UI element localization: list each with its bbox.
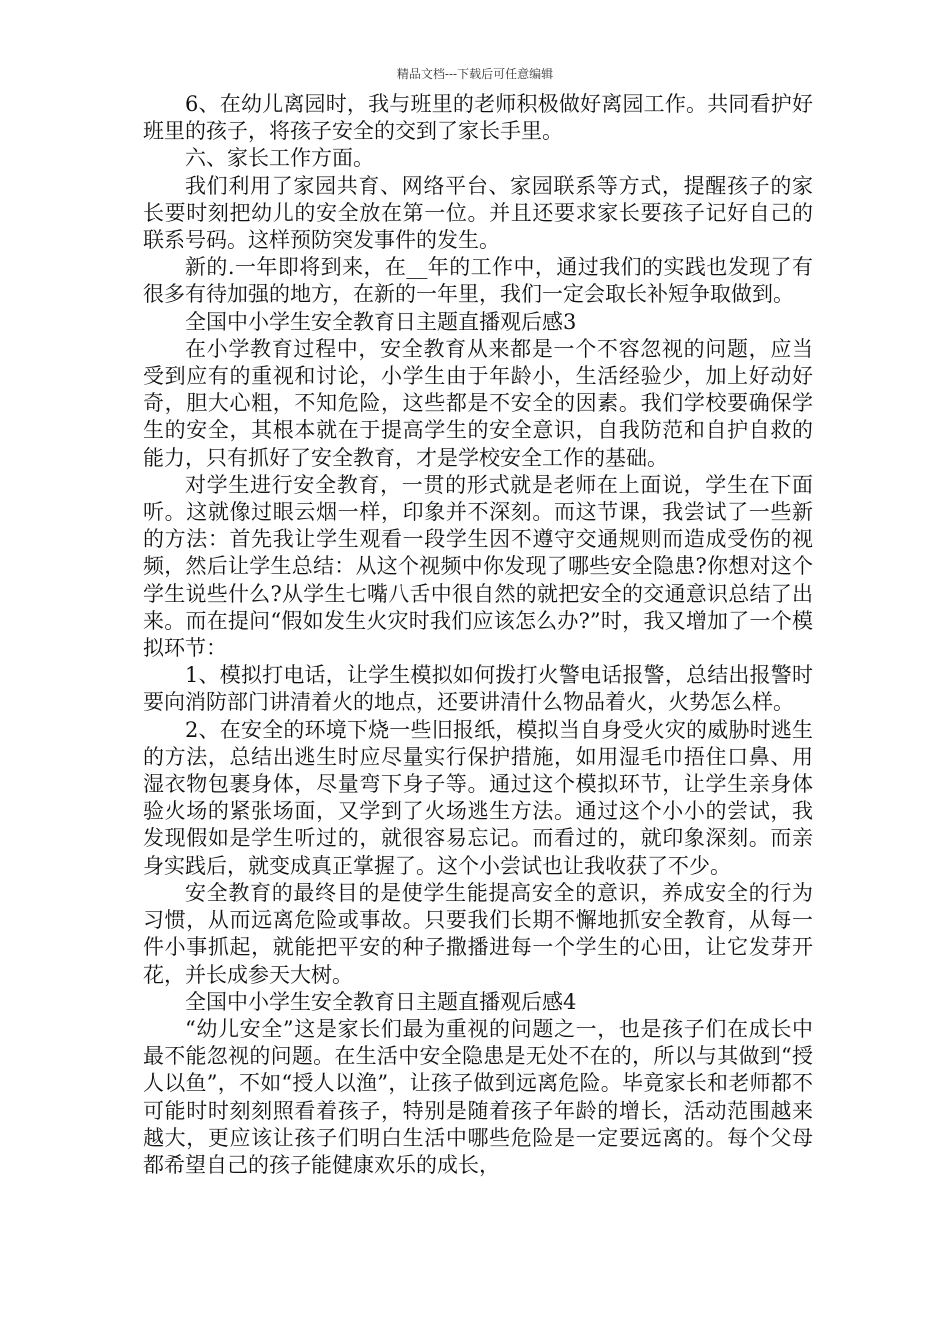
paragraph: 我们利用了家园共育、网络平台、家园联系等方式，提醒孩子的家长要时刻把幼儿的安全放在第一位。并且还要求家长要孩子记好自己的联系号码。这样预防突发事件的发生。 [143, 173, 813, 253]
paragraph: 1、模拟打电话，让学生模拟如何拨打火警电话报警，总结出报警时要向消防部门讲清着火的地点，还要讲清什么物品着火，火势怎么样。 [143, 663, 813, 715]
paragraph: 安全教育的最终目的是使学生能提高安全的意识，养成安全的行为习惯，从而远离危险或事故。只要我们长期不懈地抓安全教育，从每一件小事抓起，就能把平安的种子撒播进每一个学生的心田，让它发芽开花，并长成参天大树。 [143, 880, 813, 987]
page-header: 精品文档---下载后可任意编辑 [396, 67, 554, 81]
paragraph: “幼儿安全”这是家长们最为重视的问题之一，也是孩子们在成长中最不能忽视的问题。在生活中安全隐患是无处不在的，所以与其做到“授人以鱼”，不如“授人以渔”，让孩子做到远离危险。毕竟家长和老师都不可能时时刻刻照看着孩子，特别是随着孩子年龄的增长，活动范围越来越大，更应该让孩子们明白生活中哪些危险是一定要远离的。每个父母都希望自己的孩子能健康欢乐的成长， [143, 1016, 813, 1177]
paragraph: 新的.一年即将到来，在__年的工作中，通过我们的实践也发现了有很多有待加强的地方，在新的一年里，我们一定会取长补短争取做到。 [143, 255, 813, 307]
paragraph: 在小学教育过程中，安全教育从来都是一个不容忽视的问题，应当受到应有的重视和讨论，小学生由于年龄小，生活经验少，加上好动好奇，胆大心粗，不知危险，这些都是不安全的因素。我们学校要确保学生的安全，其根本就在于提高学生的安全意识，自我防范和自护自救的能力，只有抓好了安全教育，才是学校安全工作的基础。 [143, 336, 813, 470]
paragraph: 对学生进行安全教育，一贯的形式就是老师在上面说，学生在下面听。这就像过眼云烟一样，印象并不深刻。而这节课，我尝试了一些新的方法：首先我让学生观看一段学生因不遵守交通规则而造成受伤的视频，然后让学生总结：从这个视频中你发现了哪些安全隐患?你想对这个学生说些什么?从学生七嘴八舌中很自然的就把安全的交通意识总结了出来。而在提问“假如发生火灾时我们应该怎么办?”时，我又增加了一个模拟环节： [143, 472, 813, 661]
paragraph: 2、在安全的环境下烧一些旧报纸，模拟当自身受火灾的威胁时逃生的方法，总结出逃生时应尽量实行保护措施，如用湿毛巾捂住口鼻、用湿衣物包裹身体，尽量弯下身子等。通过这个模拟环节，让学生亲身体验火场的紧张场面，又学到了火场逃生方法。通过这个小小的尝试，我发现假如是学生听过的，就很容易忘记。而看过的，就印象深刻。而亲身实践后，就变成真正掌握了。这个小尝试也让我收获了不少。 [143, 717, 813, 878]
article-title: 全国中小学生安全教育日主题直播观后感4 [185, 989, 577, 1014]
paragraph: 6、在幼儿离园时，我与班里的老师积极做好离园工作。共同看护好班里的孩子，将孩子安全的交到了家长手里。 [143, 92, 813, 144]
section-heading: 六、家长工作方面。 [185, 146, 374, 171]
article-title: 全国中小学生安全教育日主题直播观后感3 [185, 309, 577, 334]
document-body [143, 91, 813, 1179]
